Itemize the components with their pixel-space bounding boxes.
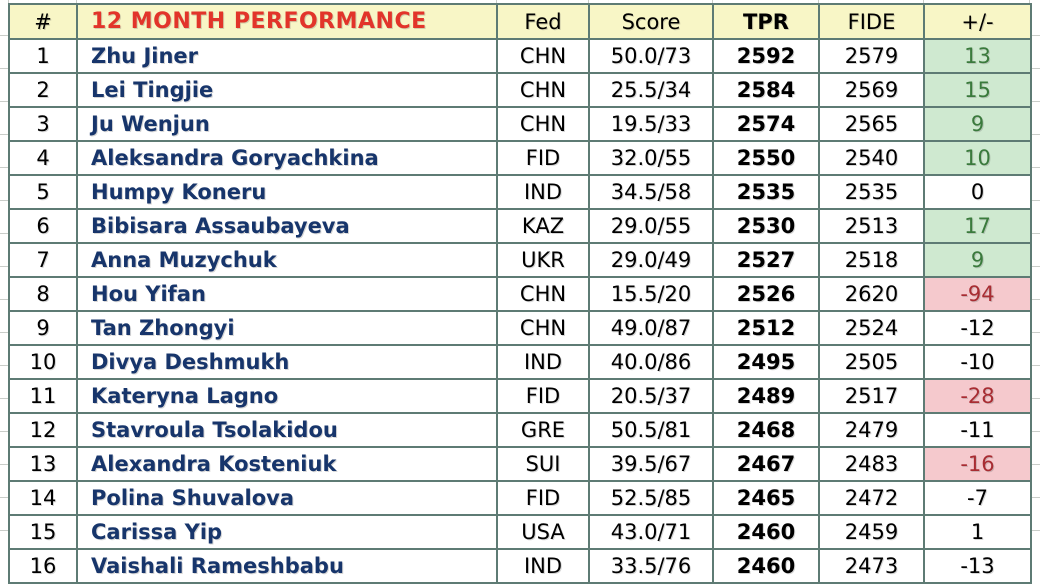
fed-cell: CHN xyxy=(497,277,589,311)
player-name-link[interactable]: Anna Muzychuk xyxy=(77,243,497,277)
score-cell: 39.5/67 xyxy=(589,447,713,481)
delta-cell: -12 xyxy=(924,311,1031,345)
player-name-link[interactable]: Polina Shuvalova xyxy=(77,481,497,515)
player-name-link[interactable]: Bibisara Assaubayeva xyxy=(77,209,497,243)
performance-table-header xyxy=(9,4,1031,39)
tpr-cell: 2460 xyxy=(713,515,819,549)
header-title-12-month-performance: 12 MONTH PERFORMANCE xyxy=(77,4,497,39)
fed-cell: IND xyxy=(497,549,589,583)
fed-cell: FID xyxy=(497,141,589,175)
player-name-link[interactable]: Carissa Yip xyxy=(77,515,497,549)
table-row xyxy=(9,175,1031,209)
header-row xyxy=(9,4,1031,39)
tpr-cell: 2550 xyxy=(713,141,819,175)
fide-cell: 2518 xyxy=(819,243,924,277)
delta-cell: -7 xyxy=(924,481,1031,515)
player-name-link[interactable]: Zhu Jiner xyxy=(77,39,497,73)
delta-cell: 1 xyxy=(924,515,1031,549)
fed-cell: FID xyxy=(497,379,589,413)
rank-cell: 13 xyxy=(9,447,77,481)
fed-cell: KAZ xyxy=(497,209,589,243)
fide-cell: 2473 xyxy=(819,549,924,583)
player-name-link[interactable]: Kateryna Lagno xyxy=(77,379,497,413)
table-row xyxy=(9,345,1031,379)
rank-cell: 14 xyxy=(9,481,77,515)
header-fed: Fed xyxy=(497,4,589,39)
delta-cell: 15 xyxy=(924,73,1031,107)
fide-cell: 2483 xyxy=(819,447,924,481)
fide-cell: 2479 xyxy=(819,413,924,447)
delta-cell: 0 xyxy=(924,175,1031,209)
table-row xyxy=(9,549,1031,583)
delta-cell: 17 xyxy=(924,209,1031,243)
tpr-cell: 2489 xyxy=(713,379,819,413)
tpr-cell: 2512 xyxy=(713,311,819,345)
fide-cell: 2565 xyxy=(819,107,924,141)
rank-cell: 9 xyxy=(9,311,77,345)
tpr-cell: 2526 xyxy=(713,277,819,311)
delta-cell: -10 xyxy=(924,345,1031,379)
fide-cell: 2535 xyxy=(819,175,924,209)
score-cell: 50.0/73 xyxy=(589,39,713,73)
table-row xyxy=(9,209,1031,243)
delta-cell: 9 xyxy=(924,107,1031,141)
table-row xyxy=(9,481,1031,515)
tpr-cell: 2527 xyxy=(713,243,819,277)
rank-cell: 8 xyxy=(9,277,77,311)
fed-cell: CHN xyxy=(497,107,589,141)
rank-cell: 6 xyxy=(9,209,77,243)
score-cell: 25.5/34 xyxy=(589,73,713,107)
rank-cell: 2 xyxy=(9,73,77,107)
header-delta: +/- xyxy=(924,4,1031,39)
player-name-link[interactable]: Lei Tingjie xyxy=(77,73,497,107)
player-name-link[interactable]: Vaishali Rameshbabu xyxy=(77,549,497,583)
rank-cell: 10 xyxy=(9,345,77,379)
rank-cell: 11 xyxy=(9,379,77,413)
score-cell: 20.5/37 xyxy=(589,379,713,413)
fed-cell: FID xyxy=(497,481,589,515)
table-row xyxy=(9,39,1031,73)
table-row xyxy=(9,447,1031,481)
tpr-cell: 2530 xyxy=(713,209,819,243)
fed-cell: UKR xyxy=(497,243,589,277)
score-cell: 29.0/49 xyxy=(589,243,713,277)
player-name-link[interactable]: Divya Deshmukh xyxy=(77,345,497,379)
tpr-cell: 2467 xyxy=(713,447,819,481)
delta-cell: -28 xyxy=(924,379,1031,413)
table-row xyxy=(9,379,1031,413)
score-cell: 32.0/55 xyxy=(589,141,713,175)
fide-cell: 2579 xyxy=(819,39,924,73)
player-name-link[interactable]: Hou Yifan xyxy=(77,277,497,311)
rank-cell: 4 xyxy=(9,141,77,175)
tpr-cell: 2574 xyxy=(713,107,819,141)
performance-table-body xyxy=(9,39,1031,583)
delta-cell: 9 xyxy=(924,243,1031,277)
rank-cell: 7 xyxy=(9,243,77,277)
performance-table xyxy=(8,3,1032,584)
tpr-cell: 2468 xyxy=(713,413,819,447)
fide-cell: 2472 xyxy=(819,481,924,515)
player-name-link[interactable]: Alexandra Kosteniuk xyxy=(77,447,497,481)
score-cell: 34.5/58 xyxy=(589,175,713,209)
rank-cell: 16 xyxy=(9,549,77,583)
fide-cell: 2459 xyxy=(819,515,924,549)
score-cell: 49.0/87 xyxy=(589,311,713,345)
tpr-cell: 2465 xyxy=(713,481,819,515)
score-cell: 15.5/20 xyxy=(589,277,713,311)
table-row xyxy=(9,73,1031,107)
tpr-cell: 2592 xyxy=(713,39,819,73)
delta-cell: 10 xyxy=(924,141,1031,175)
score-cell: 52.5/85 xyxy=(589,481,713,515)
table-row xyxy=(9,141,1031,175)
player-name-link[interactable]: Tan Zhongyi xyxy=(77,311,497,345)
fed-cell: IND xyxy=(497,175,589,209)
fed-cell: IND xyxy=(497,345,589,379)
header-fide: FIDE xyxy=(819,4,924,39)
rank-cell: 3 xyxy=(9,107,77,141)
header-rank: # xyxy=(9,4,77,39)
score-cell: 19.5/33 xyxy=(589,107,713,141)
header-score: Score xyxy=(589,4,713,39)
fide-cell: 2524 xyxy=(819,311,924,345)
fide-cell: 2513 xyxy=(819,209,924,243)
rank-cell: 12 xyxy=(9,413,77,447)
player-name-link[interactable]: Stavroula Tsolakidou xyxy=(77,413,497,447)
fed-cell: USA xyxy=(497,515,589,549)
table-row xyxy=(9,515,1031,549)
tpr-cell: 2495 xyxy=(713,345,819,379)
fed-cell: CHN xyxy=(497,39,589,73)
score-cell: 50.5/81 xyxy=(589,413,713,447)
table-row xyxy=(9,243,1031,277)
fide-cell: 2569 xyxy=(819,73,924,107)
tpr-cell: 2584 xyxy=(713,73,819,107)
score-cell: 43.0/71 xyxy=(589,515,713,549)
score-cell: 40.0/86 xyxy=(589,345,713,379)
delta-cell: -94 xyxy=(924,277,1031,311)
fed-cell: GRE xyxy=(497,413,589,447)
gutter-left xyxy=(0,3,8,552)
rank-cell: 1 xyxy=(9,39,77,73)
table-row xyxy=(9,413,1031,447)
table-row xyxy=(9,277,1031,311)
fide-cell: 2517 xyxy=(819,379,924,413)
tpr-cell: 2535 xyxy=(713,175,819,209)
rank-cell: 5 xyxy=(9,175,77,209)
score-cell: 33.5/76 xyxy=(589,549,713,583)
delta-cell: 13 xyxy=(924,39,1031,73)
fide-cell: 2540 xyxy=(819,141,924,175)
player-name-link[interactable]: Humpy Koneru xyxy=(77,175,497,209)
delta-cell: -11 xyxy=(924,413,1031,447)
delta-cell: -16 xyxy=(924,447,1031,481)
header-tpr: TPR xyxy=(713,4,819,39)
fed-cell: SUI xyxy=(497,447,589,481)
fed-cell: CHN xyxy=(497,73,589,107)
delta-cell: -13 xyxy=(924,549,1031,583)
fed-cell: CHN xyxy=(497,311,589,345)
rank-cell: 15 xyxy=(9,515,77,549)
table-row xyxy=(9,311,1031,345)
player-name-link[interactable]: Ju Wenjun xyxy=(77,107,497,141)
score-cell: 29.0/55 xyxy=(589,209,713,243)
player-name-link[interactable]: Aleksandra Goryachkina xyxy=(77,141,497,175)
fide-cell: 2505 xyxy=(819,345,924,379)
tpr-cell: 2460 xyxy=(713,549,819,583)
table-row xyxy=(9,107,1031,141)
fide-cell: 2620 xyxy=(819,277,924,311)
